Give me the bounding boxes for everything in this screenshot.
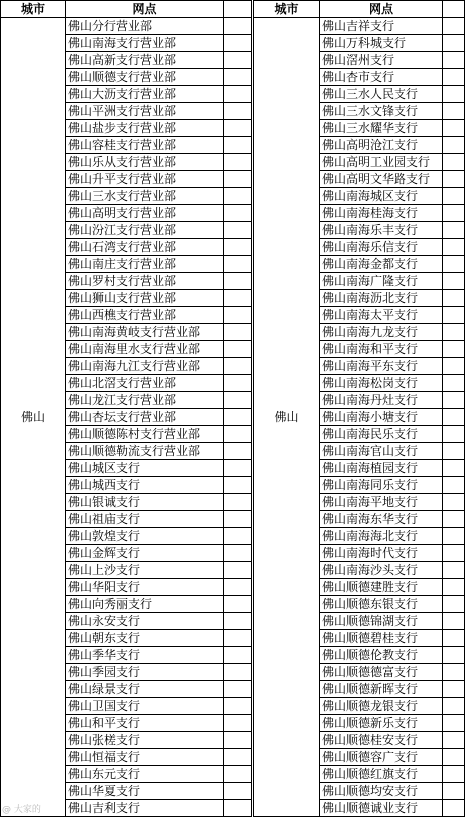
branch-cell: 佛山南海官山支行: [320, 443, 443, 460]
branch-cell: 佛山大沥支行营业部: [66, 86, 224, 103]
branch-cell: 佛山南海同乐支行: [320, 477, 443, 494]
blank-cell: [224, 681, 252, 698]
branch-cell: 佛山南海黄岐支行营业部: [66, 324, 224, 341]
branch-cell: 佛山南海乐信支行: [320, 239, 443, 256]
blank-cell: [224, 477, 252, 494]
branch-cell: 佛山敦煌支行: [66, 528, 224, 545]
branch-cell: 佛山吉利支行: [66, 800, 224, 817]
branch-cell: 佛山罗村支行营业部: [66, 273, 224, 290]
blank-cell: [443, 715, 465, 732]
blank-cell: [443, 630, 465, 647]
branch-cell: 佛山南海支行营业部: [66, 35, 224, 52]
branch-cell: 佛山顺德桂安支行: [320, 732, 443, 749]
branch-cell: 佛山平洲支行营业部: [66, 103, 224, 120]
blank-cell: [443, 154, 465, 171]
blank-cell: [443, 511, 465, 528]
branch-cell: 佛山顺德红旗支行: [320, 766, 443, 783]
branch-cell: 佛山龙江支行营业部: [66, 392, 224, 409]
blank-cell: [224, 460, 252, 477]
blank-cell: [443, 256, 465, 273]
left-table-body: [1, 18, 252, 817]
blank-cell: [443, 120, 465, 137]
header-row: [1, 1, 252, 18]
right-branch-table: [253, 0, 465, 817]
blank-cell: [224, 222, 252, 239]
branch-cell: 佛山顺德陈村支行营业部: [66, 426, 224, 443]
branch-cell: 佛山分行营业部: [66, 18, 224, 35]
branch-cell: 佛山杏坛支行营业部: [66, 409, 224, 426]
branch-cell: 佛山杏市支行: [320, 69, 443, 86]
right-table-body: [254, 18, 465, 817]
blank-cell: [224, 443, 252, 460]
branch-cell: 佛山华阳支行: [66, 579, 224, 596]
blank-cell: [224, 86, 252, 103]
blank-cell: [224, 409, 252, 426]
header-blank: [443, 1, 465, 18]
blank-cell: [443, 86, 465, 103]
branch-cell: 佛山北滘支行营业部: [66, 375, 224, 392]
blank-cell: [224, 579, 252, 596]
branch-cell: 佛山南海广隆支行: [320, 273, 443, 290]
branch-cell: 佛山南海植园支行: [320, 460, 443, 477]
branch-cell: 佛山升平支行营业部: [66, 171, 224, 188]
blank-cell: [443, 103, 465, 120]
blank-cell: [224, 630, 252, 647]
blank-cell: [443, 222, 465, 239]
branch-cell: 佛山顺德锦湖支行: [320, 613, 443, 630]
branch-cell: 佛山季华支行: [66, 647, 224, 664]
branch-cell: 佛山汾江支行营业部: [66, 222, 224, 239]
branch-cell: 佛山石湾支行营业部: [66, 239, 224, 256]
watermark: @ 大家的: [2, 805, 41, 815]
branch-cell: 佛山南海乐丰支行: [320, 222, 443, 239]
header-branch: 网点: [66, 1, 224, 18]
blank-cell: [224, 647, 252, 664]
branch-cell: 佛山祖庙支行: [66, 511, 224, 528]
blank-cell: [443, 409, 465, 426]
blank-cell: [224, 562, 252, 579]
blank-cell: [224, 341, 252, 358]
blank-cell: [224, 290, 252, 307]
branch-cell: 佛山南海民乐支行: [320, 426, 443, 443]
branch-cell: 佛山南海城区支行: [320, 188, 443, 205]
branch-cell: 佛山张槎支行: [66, 732, 224, 749]
branch-cell: 佛山顺德均安支行: [320, 783, 443, 800]
blank-cell: [443, 290, 465, 307]
blank-cell: [224, 392, 252, 409]
blank-cell: [224, 154, 252, 171]
branch-cell: 佛山南海里水支行营业部: [66, 341, 224, 358]
branch-cell: 佛山三水人民支行: [320, 86, 443, 103]
blank-cell: [443, 18, 465, 35]
branch-cell: 佛山吉祥支行: [320, 18, 443, 35]
blank-cell: [443, 443, 465, 460]
header-city: 城市: [254, 1, 320, 18]
blank-cell: [443, 239, 465, 256]
blank-cell: [443, 800, 465, 817]
branch-cell: 佛山顺德碧桂支行: [320, 630, 443, 647]
branch-cell: 佛山银诚支行: [66, 494, 224, 511]
blank-cell: [224, 664, 252, 681]
blank-cell: [224, 800, 252, 817]
branch-cell: 佛山南海小塘支行: [320, 409, 443, 426]
branch-cell: 佛山三水耀华支行: [320, 120, 443, 137]
blank-cell: [443, 188, 465, 205]
branch-cell: 佛山南海和平支行: [320, 341, 443, 358]
blank-cell: [443, 137, 465, 154]
blank-cell: [443, 307, 465, 324]
branch-cell: 佛山南海桂海支行: [320, 205, 443, 222]
branch-cell: 佛山向秀丽支行: [66, 596, 224, 613]
blank-cell: [224, 358, 252, 375]
blank-cell: [443, 596, 465, 613]
blank-cell: [443, 528, 465, 545]
blank-cell: [443, 562, 465, 579]
blank-cell: [224, 188, 252, 205]
blank-cell: [443, 766, 465, 783]
blank-cell: [224, 494, 252, 511]
blank-cell: [224, 103, 252, 120]
branch-cell: 佛山城区支行: [66, 460, 224, 477]
blank-cell: [443, 494, 465, 511]
branch-cell: 佛山南海沥北支行: [320, 290, 443, 307]
blank-cell: [224, 715, 252, 732]
branch-cell: 佛山顺德勒流支行营业部: [66, 443, 224, 460]
blank-cell: [443, 664, 465, 681]
blank-cell: [443, 205, 465, 222]
branch-cell: 佛山恒福支行: [66, 749, 224, 766]
blank-cell: [224, 375, 252, 392]
branch-cell: 佛山南海平地支行: [320, 494, 443, 511]
blank-cell: [224, 613, 252, 630]
branch-cell: 佛山季园支行: [66, 664, 224, 681]
blank-cell: [443, 324, 465, 341]
branch-cell: 佛山乐从支行营业部: [66, 154, 224, 171]
branch-cell: 佛山南海东华支行: [320, 511, 443, 528]
blank-cell: [224, 596, 252, 613]
header-city: 城市: [1, 1, 66, 18]
branch-cell: 佛山南庄支行营业部: [66, 256, 224, 273]
blank-cell: [443, 698, 465, 715]
blank-cell: [224, 256, 252, 273]
header-branch: 网点: [320, 1, 443, 18]
branch-cell: 佛山南海时代支行: [320, 545, 443, 562]
blank-cell: [224, 511, 252, 528]
branch-cell: 佛山顺德建胜支行: [320, 579, 443, 596]
blank-cell: [443, 579, 465, 596]
blank-cell: [443, 35, 465, 52]
branch-cell: 佛山顺德东银支行: [320, 596, 443, 613]
branch-cell: 佛山南海平东支行: [320, 358, 443, 375]
branch-cell: 佛山南海丹灶支行: [320, 392, 443, 409]
branch-cell: 佛山绿景支行: [66, 681, 224, 698]
blank-cell: [224, 307, 252, 324]
branch-cell: 佛山南海九江支行营业部: [66, 358, 224, 375]
blank-cell: [224, 120, 252, 137]
blank-cell: [443, 783, 465, 800]
blank-cell: [224, 528, 252, 545]
blank-cell: [443, 341, 465, 358]
branch-cell: 佛山南海海北支行: [320, 528, 443, 545]
blank-cell: [224, 137, 252, 154]
blank-cell: [443, 613, 465, 630]
blank-cell: [224, 273, 252, 290]
blank-cell: [443, 426, 465, 443]
branch-cell: 佛山高明工业园支行: [320, 154, 443, 171]
blank-cell: [443, 545, 465, 562]
branch-cell: 佛山永安支行: [66, 613, 224, 630]
blank-cell: [443, 477, 465, 494]
blank-cell: [443, 69, 465, 86]
blank-cell: [224, 545, 252, 562]
city-cell: 佛山: [254, 18, 320, 817]
blank-cell: [224, 171, 252, 188]
blank-cell: [224, 69, 252, 86]
blank-cell: [443, 358, 465, 375]
branch-cell: 佛山南海九龙支行: [320, 324, 443, 341]
branch-cell: 佛山顺德容广支行: [320, 749, 443, 766]
blank-cell: [224, 698, 252, 715]
branch-cell: 佛山万科城支行: [320, 35, 443, 52]
table-row: [254, 18, 465, 35]
branch-cell: 佛山南海太平支行: [320, 307, 443, 324]
blank-cell: [224, 205, 252, 222]
blank-cell: [224, 35, 252, 52]
blank-cell: [443, 732, 465, 749]
table-row: [1, 18, 252, 35]
branch-cell: 佛山金辉支行: [66, 545, 224, 562]
header-blank: [224, 1, 252, 18]
blank-cell: [443, 681, 465, 698]
branch-cell: 佛山顺德新晖支行: [320, 681, 443, 698]
branch-cell: 佛山高新支行营业部: [66, 52, 224, 69]
branch-cell: 佛山三水文锋支行: [320, 103, 443, 120]
branch-cell: 佛山南海金都支行: [320, 256, 443, 273]
blank-cell: [224, 52, 252, 69]
branch-cell: 佛山华夏支行: [66, 783, 224, 800]
branch-cell: 佛山顺德龙银支行: [320, 698, 443, 715]
right-sheet: [253, 0, 466, 817]
blank-cell: [224, 732, 252, 749]
branch-cell: 佛山西樵支行营业部: [66, 307, 224, 324]
blank-cell: [443, 647, 465, 664]
branch-cell: 佛山顺德支行营业部: [66, 69, 224, 86]
branch-cell: 佛山和平支行: [66, 715, 224, 732]
branch-cell: 佛山南海沙头支行: [320, 562, 443, 579]
blank-cell: [224, 18, 252, 35]
branch-cell: 佛山容桂支行营业部: [66, 137, 224, 154]
branch-cell: 佛山顺德诚业支行: [320, 800, 443, 817]
blank-cell: [443, 749, 465, 766]
branch-cell: 佛山卫国支行: [66, 698, 224, 715]
blank-cell: [443, 375, 465, 392]
blank-cell: [224, 324, 252, 341]
branch-cell: 佛山狮山支行营业部: [66, 290, 224, 307]
blank-cell: [443, 460, 465, 477]
branch-cell: 佛山高明文华路支行: [320, 171, 443, 188]
branch-cell: 佛山高明沧江支行: [320, 137, 443, 154]
branch-cell: 佛山顺德德富支行: [320, 664, 443, 681]
branch-cell: 佛山东元支行: [66, 766, 224, 783]
blank-cell: [224, 749, 252, 766]
blank-cell: [224, 239, 252, 256]
branch-cell: 佛山高明支行营业部: [66, 205, 224, 222]
branch-cell: 佛山盐步支行营业部: [66, 120, 224, 137]
blank-cell: [443, 392, 465, 409]
branch-cell: 佛山顺德伦教支行: [320, 647, 443, 664]
branch-cell: 佛山上沙支行: [66, 562, 224, 579]
blank-cell: [443, 52, 465, 69]
branch-cell: 佛山滘州支行: [320, 52, 443, 69]
blank-cell: [224, 426, 252, 443]
branch-cell: 佛山南海松岗支行: [320, 375, 443, 392]
city-cell: 佛山: [1, 18, 66, 817]
branch-cell: 佛山三水支行营业部: [66, 188, 224, 205]
blank-cell: [224, 766, 252, 783]
blank-cell: [224, 783, 252, 800]
branch-cell: 佛山顺德新乐支行: [320, 715, 443, 732]
blank-cell: [443, 171, 465, 188]
branch-cell: 佛山城西支行: [66, 477, 224, 494]
header-row: [254, 1, 465, 18]
blank-cell: [443, 273, 465, 290]
branch-cell: 佛山朝东支行: [66, 630, 224, 647]
